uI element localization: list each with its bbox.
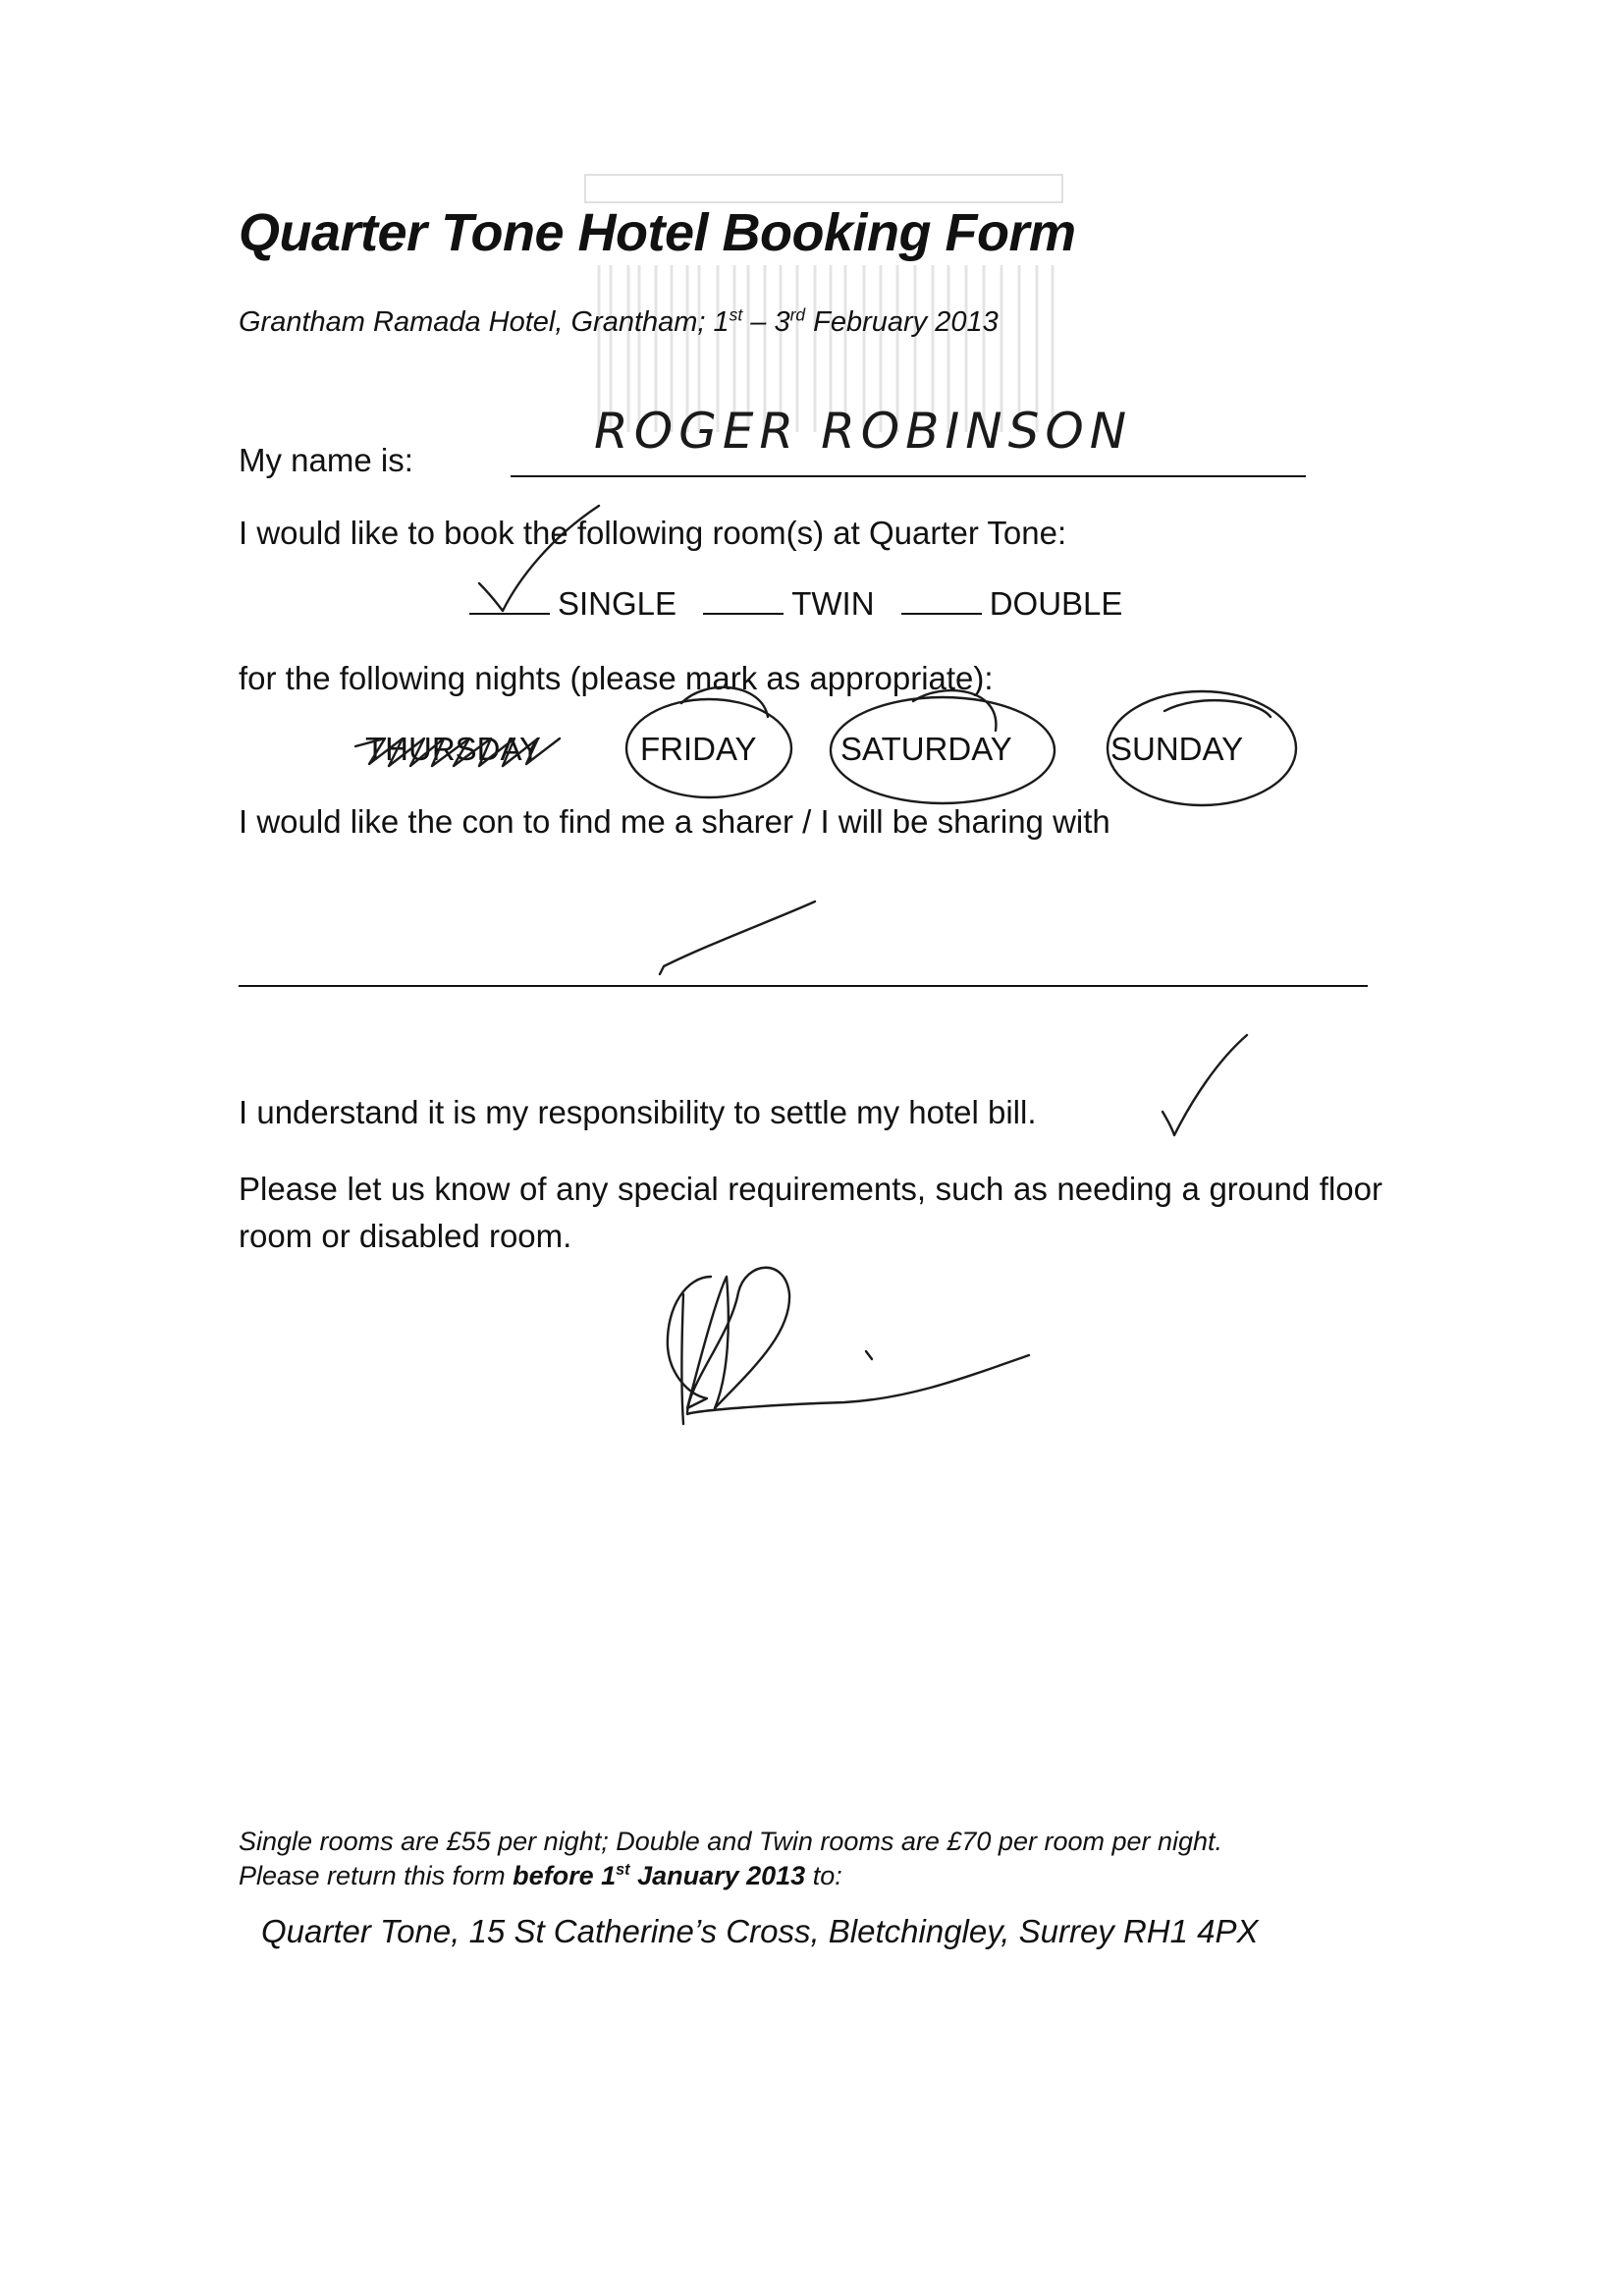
signature-stroke	[682, 1294, 684, 1424]
form-title: Quarter Tone Hotel Booking Form	[239, 203, 1076, 262]
footer-rates	[239, 1825, 1222, 1893]
form-subtitle: Grantham Ramada Hotel, Grantham; 1st – 3rd February 2013	[239, 304, 999, 338]
responsibility-tick-mark	[1163, 1035, 1247, 1135]
sharer-prompt: I would like the con to find me a sharer / I will be sharing with	[239, 803, 1110, 840]
responsibility-statement: I understand it is my responsibility to settle my hotel bill.	[239, 1094, 1037, 1130]
signature-dot	[866, 1351, 872, 1359]
rooms-intro: I would like to book the following room(s) at Quarter Tone:	[239, 515, 1067, 551]
night-option-sunday[interactable]: SUNDAY	[1110, 731, 1244, 767]
name-field-value[interactable]: ROGER ROBINSON	[594, 403, 1133, 460]
nights-intro: for the following nights (please mark as appropriate):	[239, 660, 994, 696]
night-option-saturday[interactable]: SATURDAY	[840, 731, 1012, 767]
sharer-name-line[interactable]	[239, 985, 1368, 987]
room-option-double[interactable]: DOUBLE	[989, 585, 1123, 622]
name-label: My name is:	[239, 442, 413, 478]
single-blank[interactable]	[469, 612, 550, 615]
double-blank[interactable]	[901, 612, 982, 615]
rates-text: Single rooms are £55 per night; Double and Twin rooms are £70 per room per night.	[239, 1827, 1223, 1856]
room-option-twin[interactable]: TWIN	[791, 585, 875, 622]
night-option-friday[interactable]: FRIDAY	[640, 731, 757, 767]
signature	[668, 1268, 1029, 1414]
twin-blank[interactable]	[703, 612, 784, 615]
night-option-thursday[interactable]: THURSDAY	[365, 731, 542, 767]
return-address: Quarter Tone, 15 St Catherine’s Cross, Bletchingley, Surrey RH1 4PX	[261, 1913, 1259, 1949]
room-option-single[interactable]: SINGLE	[558, 585, 677, 622]
room-options	[469, 585, 1140, 623]
special-requirements-prompt: Please let us know of any special requirements, such as needing a ground floor room or disabled room.	[239, 1171, 1382, 1254]
sharer-stroke	[660, 902, 815, 974]
sunday-loop	[1164, 700, 1271, 717]
return-instructions: Please return this form before 1st January 2013 to:	[239, 1861, 842, 1890]
name-field-line[interactable]	[511, 475, 1306, 477]
